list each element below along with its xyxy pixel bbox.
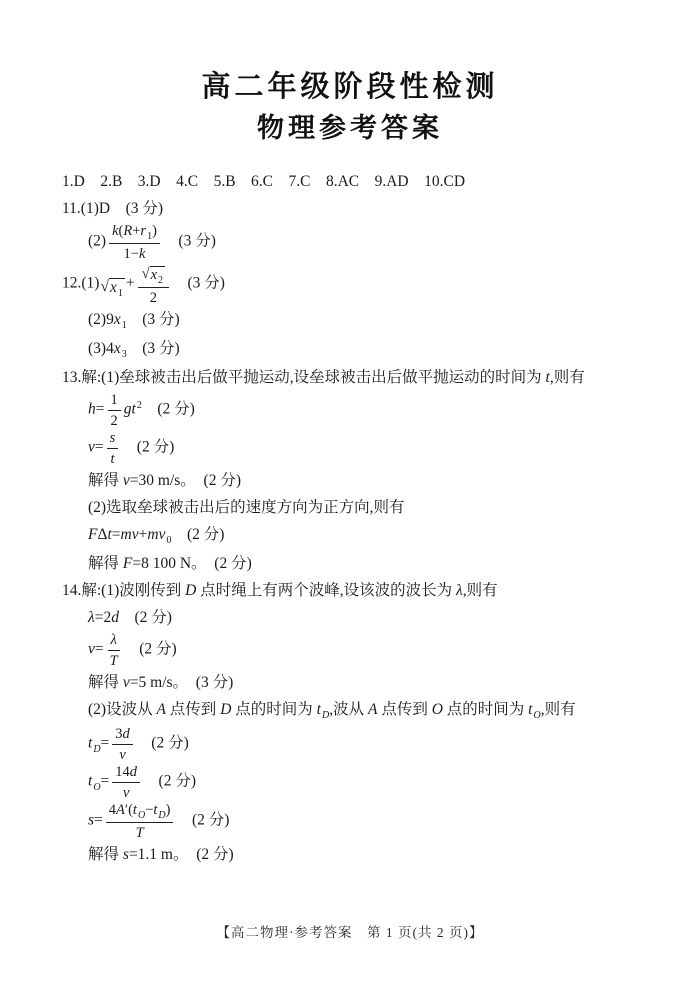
text-run: = <box>100 772 110 790</box>
math-variable: k <box>138 246 146 262</box>
text-run: (2 分) <box>143 772 196 790</box>
fraction-numerator <box>109 222 160 244</box>
text-run: 点传到 <box>165 701 221 718</box>
text-run: (2 分) <box>123 640 177 658</box>
text-run: = <box>100 734 110 752</box>
math-variable: t <box>545 369 550 386</box>
math-variable: D <box>220 701 232 718</box>
text-run: =1.1 m。 (2 分) <box>128 846 234 863</box>
text-run: 点的时间为 <box>442 701 529 718</box>
math-variable: D <box>185 582 197 599</box>
radical-sign: √ <box>100 277 109 295</box>
math-variable: v <box>131 526 139 543</box>
q14-result-s <box>0 841 700 868</box>
q12-part3 <box>0 335 700 364</box>
math-variable: v <box>158 526 166 543</box>
text-run: 1.D 2.B 3.D 4.C 5.B 6.C 7.C 8.AC 9.AD 10.CD <box>62 173 466 190</box>
page-footer: 【高二物理·参考答案 第 1 页(共 2 页)】 <box>216 925 484 940</box>
text-run: 2 <box>110 413 118 429</box>
q13-intro <box>0 364 700 391</box>
math-variable: s <box>88 811 95 829</box>
text-run: − <box>145 802 154 818</box>
fraction <box>112 763 140 801</box>
text-run: ) <box>165 802 171 818</box>
q14-part2-intro <box>0 696 700 725</box>
page-subtitle: 物理参考答案 <box>257 113 443 143</box>
text-run: ,则有 <box>540 701 576 718</box>
text-run: (2 分) <box>171 526 225 543</box>
text-run: ( <box>118 223 124 239</box>
math-variable: t <box>88 772 93 790</box>
page-title: 高二年级阶段性检测 <box>201 71 499 103</box>
text-run: (2 分) <box>118 609 172 626</box>
text-run: =5 m/s。 (3 分) <box>129 674 234 691</box>
text-run: (3 分) <box>172 274 225 292</box>
fraction <box>109 222 160 262</box>
fraction-denominator <box>121 244 149 262</box>
math-variable: s <box>109 430 116 446</box>
math-variable: λ <box>455 582 463 599</box>
text-run: (2)设波从 <box>88 701 157 718</box>
math-variable: d <box>122 726 130 742</box>
text-run: = <box>94 438 104 456</box>
q14-eq-lambda <box>0 604 700 631</box>
subscript: D <box>158 810 166 821</box>
text-run: =30 m/s。 (2 分) <box>129 472 241 489</box>
q12-part1-formula <box>0 262 700 306</box>
text-run: =8 100 N。 (2 分) <box>132 555 252 572</box>
text-run: ′( <box>124 802 133 818</box>
subscript: 1 <box>117 287 123 299</box>
fraction-denominator <box>107 449 117 467</box>
math-variable: R <box>123 223 133 239</box>
square-root <box>142 266 165 285</box>
subscript: 0 <box>166 535 172 546</box>
text-run: + <box>125 274 135 292</box>
fraction-denominator <box>107 651 121 669</box>
text-run: 14.解:(1)波刚传到 <box>62 582 186 599</box>
subscript: 3 <box>121 349 127 360</box>
fraction <box>138 262 169 306</box>
subscript: O <box>93 781 101 793</box>
subscript: O <box>137 810 146 821</box>
text-run: (2)9 <box>88 311 114 328</box>
text-run: (2 分) <box>141 400 195 418</box>
math-variable: v <box>119 747 126 763</box>
text-run: 2 <box>149 290 157 306</box>
subscript: 1 <box>147 231 153 242</box>
math-variable: d <box>111 609 119 626</box>
title-block <box>0 0 700 144</box>
radicand <box>109 278 125 298</box>
subscript: O <box>533 710 541 721</box>
q11-part1 <box>0 195 700 222</box>
text-run: + <box>138 526 148 543</box>
math-variable: x <box>113 340 121 357</box>
fraction-denominator <box>108 411 121 429</box>
text-run: (2 分) <box>121 438 175 456</box>
math-variable: v <box>122 472 130 489</box>
q14-eq-v <box>0 631 700 669</box>
math-variable: d <box>129 764 138 780</box>
math-variable: x <box>150 267 158 283</box>
fraction-numerator <box>106 801 174 823</box>
fraction-denominator <box>147 288 160 306</box>
text-run: 解得 <box>88 674 123 691</box>
math-variable: v <box>122 785 130 801</box>
math-variable: h <box>88 400 96 418</box>
text-run: (2)选取垒球被击出后的速度方向为正方向,则有 <box>88 499 405 516</box>
math-variable: v <box>88 438 95 456</box>
math-variable: A <box>156 701 166 718</box>
text-run: ,则有 <box>462 582 498 599</box>
math-variable: t <box>316 701 321 718</box>
q14-intro <box>0 577 700 604</box>
q13-eq-h <box>0 391 700 429</box>
radicand <box>150 266 165 285</box>
q13-result-v <box>0 467 700 494</box>
text-run: (2) <box>88 232 107 250</box>
text-run: ) <box>152 223 157 239</box>
subscript: D <box>321 710 330 721</box>
subscript: D <box>93 743 101 755</box>
math-variable: λ <box>110 632 117 648</box>
radical-sign: √ <box>141 266 150 282</box>
text-run: 13.解:(1)垒球被击出后做平抛运动,设垒球被击出后做平抛运动的时间为 <box>62 369 546 386</box>
text-run: (3 分) <box>162 232 216 250</box>
fraction-numerator <box>108 631 120 651</box>
fraction <box>108 391 121 429</box>
q12-part2 <box>0 306 700 335</box>
text-run: =2 <box>94 609 112 626</box>
math-variable: v <box>88 640 95 658</box>
text-run: 4 <box>108 802 117 818</box>
math-variable: x <box>109 278 117 296</box>
fraction <box>106 801 174 841</box>
math-variable: k <box>112 223 119 239</box>
text-run: 11.(1)D (3 分) <box>62 200 164 217</box>
math-variable: g <box>123 400 132 418</box>
text-run: = <box>95 400 105 418</box>
math-variable: x <box>113 311 121 328</box>
fraction-numerator <box>112 725 133 745</box>
math-variable: A <box>367 701 378 718</box>
math-variable: T <box>135 825 144 841</box>
q14-eq-tD <box>0 725 700 763</box>
fraction-denominator <box>120 783 132 801</box>
square-root <box>100 278 124 298</box>
q14-eq-s <box>0 801 700 841</box>
math-variable: t <box>153 802 158 818</box>
fraction <box>107 631 121 669</box>
math-variable: t <box>88 734 93 752</box>
fraction-numerator <box>108 391 121 411</box>
subscript: 2 <box>158 275 164 286</box>
math-variable: t <box>131 400 136 418</box>
q13-result-F <box>0 550 700 577</box>
math-variable: t <box>110 451 115 467</box>
text-run: 点的时间为 <box>231 701 317 718</box>
answers-content <box>0 168 700 868</box>
math-variable: s <box>122 846 129 863</box>
text-run: (2 分) <box>135 734 189 752</box>
text-run: = <box>94 811 103 829</box>
text-run: (3 分) <box>126 311 180 328</box>
math-variable: v <box>122 674 130 691</box>
text-run: (3)4 <box>88 340 114 357</box>
text-run: ,则有 <box>549 369 585 386</box>
text-run: 解得 <box>88 472 123 489</box>
math-variable: r <box>140 223 147 239</box>
text-run: 解得 <box>88 846 123 863</box>
text-run: 12.(1) <box>62 274 100 292</box>
subscript: 1 <box>121 320 127 331</box>
text-run: Δ <box>97 526 108 543</box>
math-variable: t <box>528 701 533 718</box>
math-variable: m <box>147 526 159 543</box>
q13-eq-v <box>0 429 700 467</box>
math-variable: A <box>116 802 125 818</box>
text-run: 1− <box>123 246 139 262</box>
choice-answers-row <box>0 168 700 195</box>
text-run: = <box>111 526 121 543</box>
text-run: = <box>94 640 104 658</box>
text-run: 解得 <box>88 555 123 572</box>
math-variable: λ <box>88 609 95 626</box>
superscript: 2 <box>136 399 142 411</box>
math-variable: t <box>107 526 112 543</box>
fraction-denominator <box>133 823 147 841</box>
text-run: 点传到 <box>377 701 432 718</box>
q13-part2-intro <box>0 494 700 521</box>
text-run: 1 <box>110 392 118 408</box>
q14-result-v <box>0 669 700 696</box>
math-variable: t <box>132 802 137 818</box>
text-run: + <box>132 223 141 239</box>
math-variable: O <box>431 701 443 718</box>
fraction-numerator <box>107 429 119 449</box>
math-variable: F <box>88 526 98 543</box>
fraction-numerator <box>112 763 140 783</box>
text-run: 14 <box>115 764 130 780</box>
fraction <box>107 429 119 467</box>
text-run: (3 分) <box>126 340 180 357</box>
fraction-numerator <box>138 262 169 288</box>
math-variable: F <box>122 555 133 572</box>
text-run: 3 <box>115 726 123 742</box>
math-variable: T <box>109 653 118 669</box>
fraction <box>112 725 133 763</box>
q14-eq-tO <box>0 763 700 801</box>
text-run: ,波从 <box>329 701 368 718</box>
q11-part2-formula <box>0 222 700 262</box>
text-run: 点时绳上有两个波峰,设该波的波长为 <box>196 582 456 599</box>
text-run: (2 分) <box>176 811 230 829</box>
q13-eq-impulse <box>0 521 700 550</box>
math-variable: m <box>120 526 132 543</box>
fraction-denominator <box>116 745 128 763</box>
